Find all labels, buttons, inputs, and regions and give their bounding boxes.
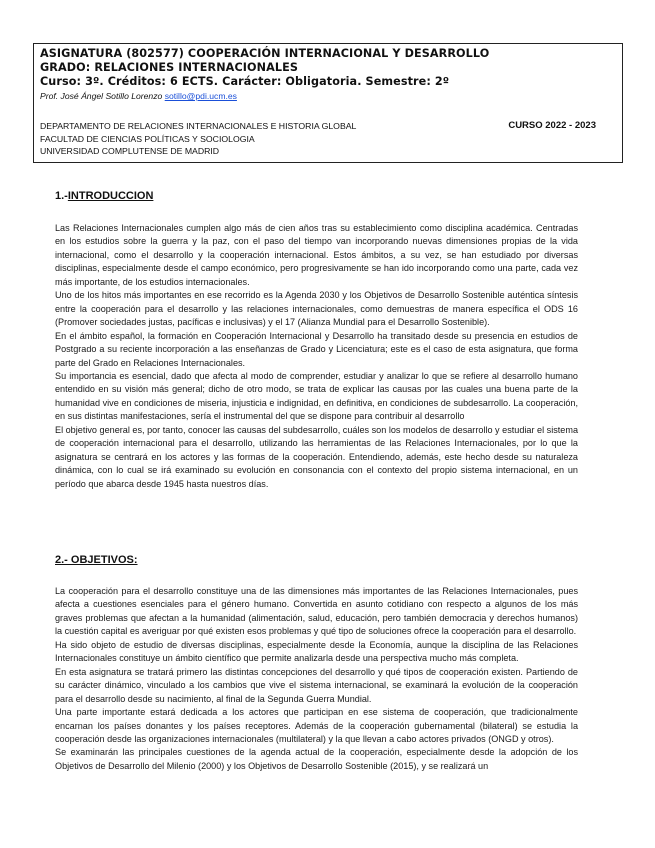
professor-line xyxy=(40,90,614,102)
objetivos-body xyxy=(55,585,578,773)
paragraph: En esta asignatura se tratará primero las distintas concepciones del desarrollo y qué tipos de cooperación existen. Partiendo de su carácter dinámico, vinculado a los cambios que vive el sistema internacional, se examinará la evolución de la cooperación para el desarrollo desde su nacimiento, al final de la Segunda Guerra Mundial. xyxy=(55,666,578,704)
paragraph: Su importancia es esencial, dado que afecta al modo de comprender, estudiar y analizar lo que se refiere al desarrollo humano entendido en su visión más general; dicho de otro modo, se trata de explicar las causas por las cuales una buena parte de la humanidad vive en condiciones de miseria, injusticia e indignidad, en definitiva, en condiciones de subdesarrollo. La cooperación, en sus distintas manifestaciones, sería el instrumental del que se dispone para contribuir al desarrollo xyxy=(55,370,578,422)
section-number: 1.- xyxy=(55,190,68,202)
professor-email-link[interactable]: sotillo@pdi.ucm.es xyxy=(164,91,237,101)
department-name: DEPARTAMENTO DE RELACIONES INTERNACIONALES E HISTORIA GLOBAL xyxy=(40,121,357,131)
paragraph: Uno de los hitos más importantes en ese recorrido es la Agenda 2030 y los Objetivos de Desarrollo Sostenible auténtica síntesis entre la cooperación para el desarrollo y las relaciones internacionales, como demuestras de manera específica el ODS 16 (Promover sociedades justas, pacíficas e inclusivas) y el 17 (Alianza Mundial para el Desarrollo Sostenible). xyxy=(55,290,578,328)
section-heading: INTRODUCCION xyxy=(67,190,154,202)
academic-year: CURSO 2022 - 2023 xyxy=(508,120,596,131)
paragraph: Ha sido objeto de estudio de diversas disciplinas, especialmente desde la Economía, aunque la disciplina de las Relaciones Internacionales constituye un ámbito científico que permite analizarla desde una perspectiva mucho más completa. xyxy=(55,639,578,664)
introduccion-body xyxy=(55,222,578,491)
professor-name: Prof. José Ángel Sotillo Lorenzo xyxy=(40,91,163,101)
course-header-box xyxy=(33,43,623,163)
faculty-name: FACULTAD DE CIENCIAS POLÍTICAS Y SOCIOLOGIA xyxy=(40,133,255,144)
paragraph: El objetivo general es, por tanto, conocer las causas del subdesarrollo, cuáles son los modelos de desarrollo y estudiar el sistema de cooperación internacional para el desarrollo, utilizando las herramientas de las Relaciones Internacionales, por lo que la asignatura se centrará en los actores y las formas de la cooperación. Entendiendo, además, este hecho desde su naturaleza dinámica, con lo cual se irá examinado su evolución en consonancia con el contexto del propio sistema internacional, en un período que abarca desde 1945 hasta nuestros días. xyxy=(55,424,578,489)
course-title: ASIGNATURA (802577) COOPERACIÓN INTERNACIONAL Y DESARROLLO xyxy=(40,47,490,60)
paragraph: La cooperación para el desarrollo constituye una de las dimensiones más importantes de las Relaciones Internacionales, pues afecta a cuestiones esenciales para el género humano. Convertida en asunto cotidiano con respecto a algunos de los más graves problemas que afectan a la humanidad (alimentación, salud, educación, pero también democracia y derechos humanos) la cuestión capital es averiguar por qué existen esos problemas y qué tipo de soluciones ofrece la cooperación para el desarrollo. xyxy=(55,586,578,637)
section-title-objetivos xyxy=(55,553,138,567)
paragraph: En el ámbito español, la formación en Cooperación Internacional y Desarrollo ha transitado desde su presencia en estudios de Postgrado a su reciente incorporación a las enseñanzas de Grado y Licenciatura; este es el caso de esta asignatura, que forma parte del Grado en Relaciones Internacionales. xyxy=(55,330,578,368)
paragraph: Se examinarán las principales cuestiones de la agenda actual de la cooperación, especialmente desde la adopción de los Objetivos de Desarrollo del Milenio (2000) y los Objetivos de Desarrollo Sostenible (2015), y se realizará un xyxy=(55,747,578,771)
department-block xyxy=(40,120,616,158)
degree-line: GRADO: RELACIONES INTERNACIONALES xyxy=(40,61,298,74)
university-name: UNIVERSIDAD COMPLUTENSE DE MADRID xyxy=(40,146,220,156)
paragraph: Las Relaciones Internacionales cumplen algo más de cien años tras su establecimiento como disciplina académica. Centradas en los estudios sobre la guerra y la paz, con el paso del tiempo van incorporando nuevas dimensiones propias de la vida internacional, como el desarrollo y la cooperación internacional. Estos ámbitos, a su vez, se han estudiado por diversas disciplinas, especialmente desde el campo económico, pero progresivamente se han ido incorporando como una parte, cada vez más importante, de los estudios internacionales. xyxy=(55,223,578,287)
section-title-introduccion xyxy=(55,189,153,203)
section-heading: 2.- OBJETIVOS: xyxy=(55,554,138,566)
course-details: Curso: 3º. Créditos: 6 ECTS. Carácter: Obligatoria. Semestre: 2º xyxy=(40,75,450,88)
paragraph: Una parte importante estará dedicada a los actores que participan en ese sistema de cooperación, que tradicionalmente encarnan los países donantes y los países receptores. Además de la cooperación gubernamental (bilateral) se estudia la cooperación desde las organizaciones internacionales (multilateral) y la que llevan a cabo actores privados (ONGD y otros). xyxy=(55,707,578,744)
